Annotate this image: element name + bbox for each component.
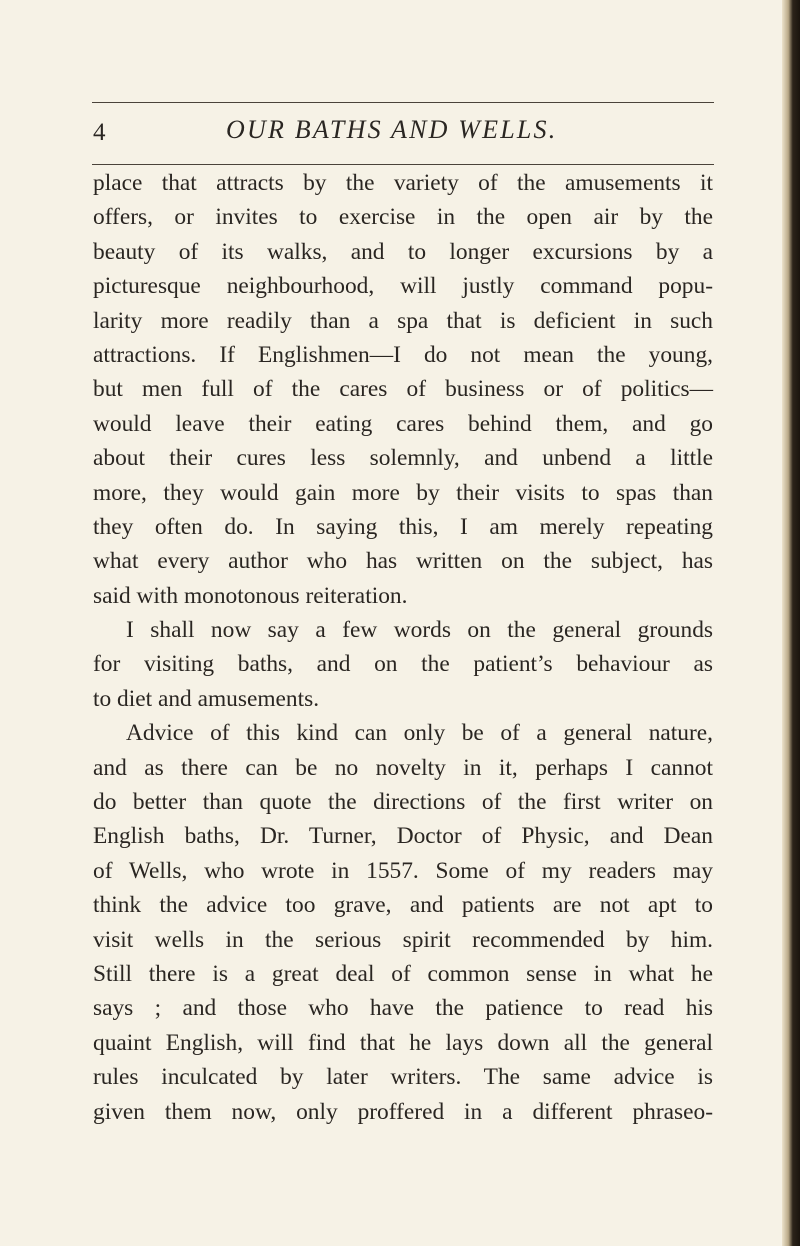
text-line: larity more readily than a spa that is deficient in such (93, 307, 713, 334)
text-line: English baths, Dr. Turner, Doctor of Physic, and Dean (93, 823, 713, 850)
text-line: rules inculcated by later writers. The same advice is (93, 1064, 713, 1091)
text-line: given them now, only proffered in a different phraseo- (93, 1098, 713, 1125)
header-top-rule (92, 102, 714, 103)
page-number: 4 (93, 119, 106, 146)
running-head-title: OUR BATHS AND WELLS. (226, 115, 558, 144)
text-line: place that attracts by the variety of the amusements it (93, 170, 713, 196)
text-line: said with monotonous reiteration. (93, 582, 408, 609)
text-line: attractions. If Englishmen—I do not mean the young, (93, 341, 713, 368)
text-line: and as there can be no novelty in it, perhaps I cannot (93, 754, 713, 781)
text-line: would leave their eating cares behind them, and go (93, 410, 713, 437)
text-line: visit wells in the serious spirit recommended by him. (93, 926, 713, 953)
text-line: offers, or invites to exercise in the open air by the (93, 204, 713, 231)
text-line: Still there is a great deal of common sense in what he (93, 960, 713, 987)
book-edge-shadow (782, 0, 800, 1246)
text-line: to diet and amusements. (93, 685, 320, 712)
body-text (93, 166, 713, 1129)
text-line: but men full of the cares of business or of politics— (93, 376, 713, 403)
text-line: quaint English, will find that he lays down all the general (93, 1029, 713, 1056)
text-line: I shall now say a few words on the general grounds (126, 617, 713, 644)
text-line: says ; and those who have the patience to read his (93, 995, 713, 1022)
text-line: think the advice too grave, and patients are not apt to (93, 892, 713, 919)
text-line: of Wells, who wrote in 1557. Some of my readers may (93, 857, 713, 884)
text-line: Advice of this kind can only be of a general nature, (126, 720, 713, 747)
text-line: they often do. In saying this, I am merely repeating (93, 513, 713, 540)
text-line: picturesque neighbourhood, will justly command popu- (93, 273, 713, 300)
text-line: beauty of its walks, and to longer excursions by a (93, 238, 713, 265)
text-line: do better than quote the directions of the first writer on (93, 789, 713, 816)
text-line: for visiting baths, and on the patient’s behaviour as (93, 651, 713, 678)
text-line: what every author who has written on the subject, has (93, 548, 713, 575)
header-bottom-rule (92, 164, 714, 165)
text-line: about their cures less solemnly, and unbend a little (93, 445, 713, 472)
text-line: more, they would gain more by their visits to spas than (93, 479, 713, 506)
